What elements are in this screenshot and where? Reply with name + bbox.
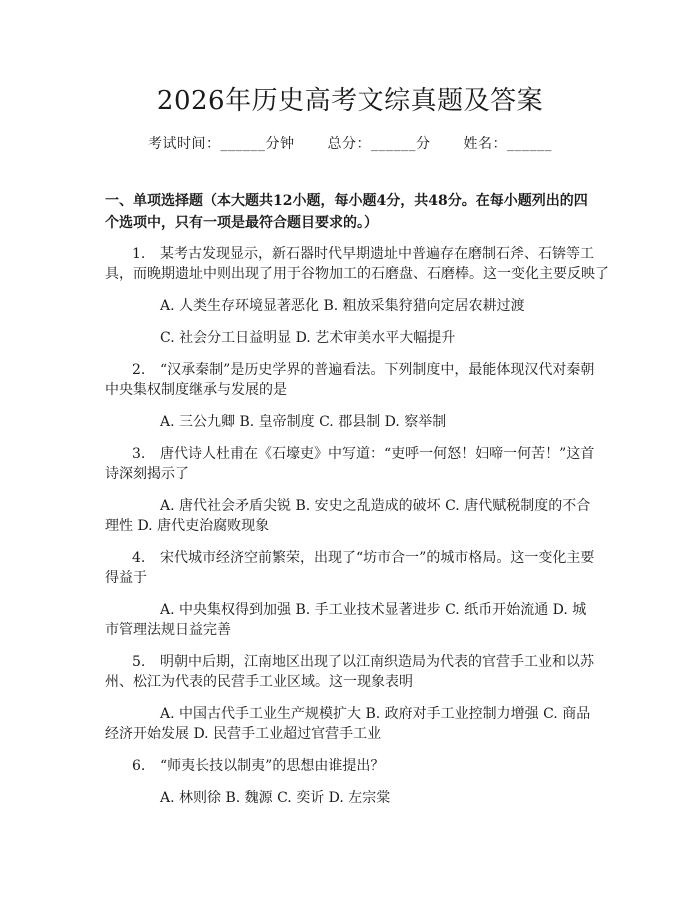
question-6-options-line-1: A. 林则徐 B. 魏源 C. 奕䜣 D. 左宗棠 — [160, 790, 391, 806]
question-number: 4. — [132, 550, 146, 566]
exam-info-row — [0, 133, 700, 153]
question-3-line-1: 3. 唐代诗人杜甫在《石壕吏》中写道：“吏呼一何怒！妇啼一何苦！”这首 — [132, 446, 595, 462]
question-number: 6. — [132, 758, 146, 774]
question-5-options-line-2: 经济开始发展 D. 民营手工业超过官营手工业 — [105, 726, 382, 742]
name-field: 姓名：______ — [463, 136, 552, 152]
question-3-options-line-2: 理性 D. 唐代吏治腐败现象 — [105, 518, 270, 534]
question-4-line-1: 4. 宋代城市经济空前繁荣，出现了“坊市合一”的城市格局。这一变化主要 — [132, 550, 595, 566]
question-6-line-1: 6. “师夷长技以制夷”的思想由谁提出？ — [132, 758, 385, 774]
question-2-options-line-1: A. 三公九卿 B. 皇帝制度 C. 郡县制 D. 察举制 — [160, 414, 447, 430]
total-score-field: 总分：______分 — [327, 136, 431, 152]
question-2-line-1: 2. “汉承秦制”是历史学界的普遍看法。下列制度中，最能体现汉代对秦朝 — [132, 362, 595, 378]
question-1-line-1: 1. 某考古发现显示，新石器时代早期遗址中普遍存在磨制石斧、石锛等工 — [132, 246, 594, 262]
question-3-options-line-1: A. 唐代社会矛盾尖锐 B. 安史之乱造成的破坏 C. 唐代赋税制度的不合 — [160, 498, 591, 514]
exam-time-field: 考试时间：______分钟 — [148, 136, 295, 152]
question-4-options-line-2: 市管理法规日益完善 — [105, 622, 231, 638]
question-2-line-2: 中央集权制度继承与发展的是 — [105, 382, 287, 398]
section-heading: 一、单项选择题（本大题共12小题，每小题4分，共48分。在每小题列出的四个选项中，只有一项是最符合题目要求的。） — [105, 193, 588, 231]
question-5-line-2: 州、松江为代表的民营手工业区域。这一现象表明 — [105, 674, 413, 690]
question-number: 1. — [132, 246, 146, 262]
question-4-line-2: 得益于 — [105, 570, 147, 586]
question-1-line-2: 具，而晚期遗址中则出现了用于谷物加工的石磨盘、石磨棒。这一变化主要反映了 — [105, 266, 609, 282]
question-4-options-line-1: A. 中央集权得到加强 B. 手工业技术显著进步 C. 纸币开始流通 D. 城 — [160, 602, 587, 618]
question-5-line-1: 5. 明朝中后期，江南地区出现了以江南织造局为代表的官营手工业和以苏 — [132, 654, 594, 670]
question-number: 2. — [132, 362, 146, 378]
question-1-options-line-1: A. 人类生存环境显著恶化 B. 粗放采集狩猎向定居农耕过渡 — [160, 298, 525, 314]
question-number: 5. — [132, 654, 146, 670]
question-1-options-line-2: C. 社会分工日益明显 D. 艺术审美水平大幅提升 — [160, 330, 456, 346]
question-3-line-2: 诗深刻揭示了 — [105, 466, 189, 482]
question-number: 3. — [132, 446, 146, 462]
page-title: 2026年历史高考文综真题及答案 — [156, 86, 544, 116]
question-5-options-line-1: A. 中国古代手工业生产规模扩大 B. 政府对手工业控制力增强 C. 商品 — [160, 706, 591, 722]
